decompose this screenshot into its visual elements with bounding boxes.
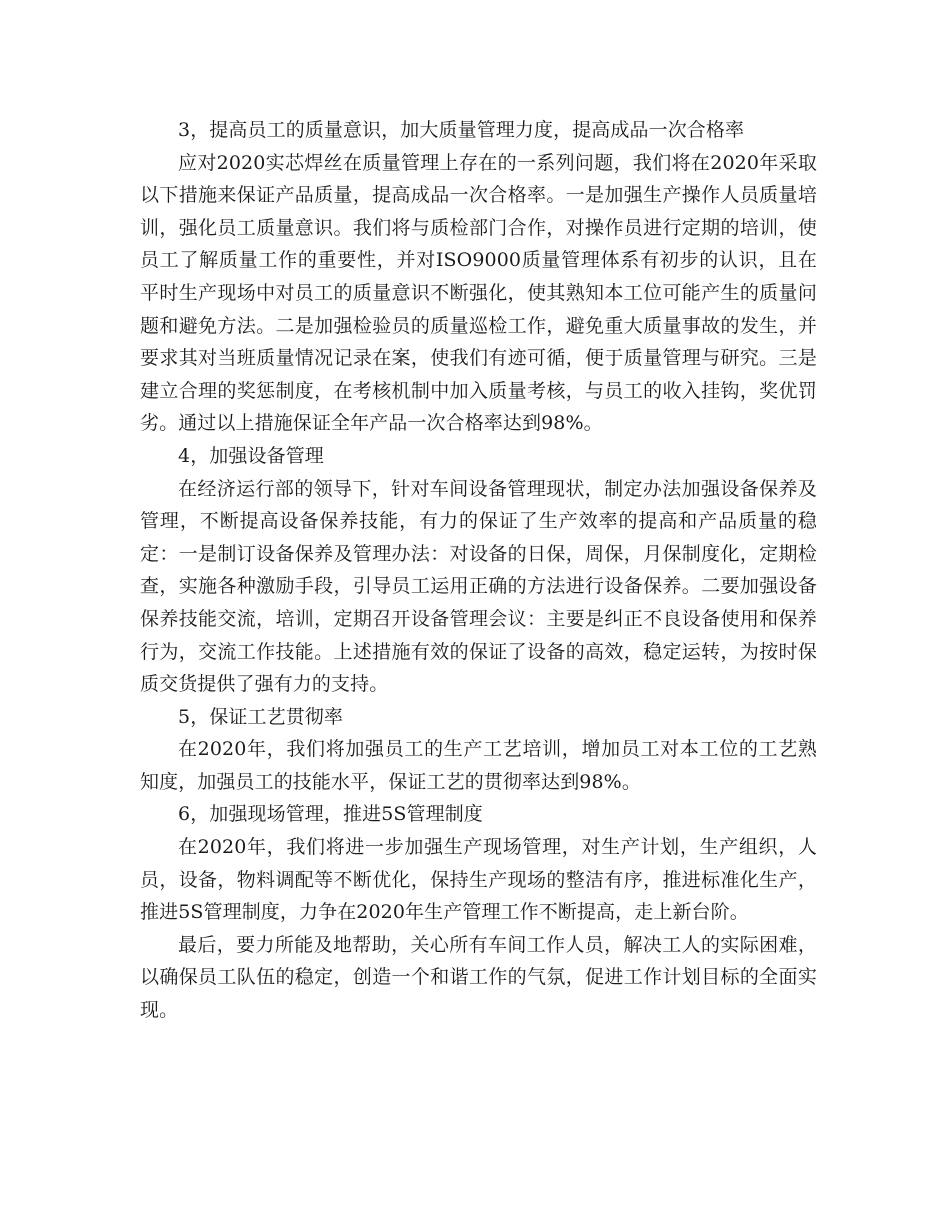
heading-quality-awareness: 3，提高员工的质量意识，加大质量管理力度，提高成品一次合格率 [178, 119, 745, 141]
paragraph-conclusion: 最后，要力所能及地帮助，关心所有车间工作人员，解决工人的实际困难，以确保员工队伍的稳定，创造一个和谐工作的气氛，促进工作计划目标的全面实现。 [140, 933, 817, 1022]
document-body [140, 114, 817, 1027]
paragraph-equipment-measures: 在经济运行部的领导下，针对车间设备管理现状，制定办法加强设备保养及管理，不断提高设备保养技能，有力的保证了生产效率的提高和产品质量的稳定：一是制订设备保养及管理办法：对设备的日保，周保，月保制度化，定期检查，实施各种激励手段，引导员工运用正确的方法进行设备保养。二要加强设备保养技能交流，培训，定期召开设备管理会议：主要是纠正不良设备使用和保养行为，交流工作技能。上述措施有效的保证了设备的高效，稳定运转，为按时保质交货提供了强有力的支持。 [140, 477, 817, 696]
heading-equipment-management: 4，加强设备管理 [178, 444, 324, 467]
heading-site-management: 6，加强现场管理，推进5S管理制度 [178, 803, 483, 826]
paragraph-process-compliance: 在2020年，我们将加强员工的生产工艺培训，增加员工对本工位的工艺熟知度，加强员工的技能水平，保证工艺的贯彻率达到98%。 [140, 738, 817, 793]
paragraph-quality-measures: 应对2020实芯焊丝在质量管理上存在的一系列问题，我们将在2020年采取以下措施来保证产品质量，提高成品一次合格率。一是加强生产操作人员质量培训，强化员工质量意识。我们将与质检部门合作，对操作员进行定期的培训，使员工了解质量工作的重要性，并对ISO9000质量管理体系有初步的认识，且在平时生产现场中对员工的质量意识不断强化，使其熟知本工位可能产生的质量问题和避免方法。二是加强检验员的质量巡检工作，避免重大质量事故的发生，并要求其对当班质量情况记录在案，使我们有迹可循，便于质量管理与研究。三是建立合理的奖惩制度，在考核机制中加入质量考核，与员工的收入挂钩，奖优罚劣。通过以上措施保证全年产品一次合格率达到98%。 [140, 151, 817, 435]
paragraph-site-management: 在2020年，我们将进一步加强生产现场管理，对生产计划，生产组织，人员，设备，物料调配等不断优化，保持生产现场的整洁有序，推进标准化生产，推进5S管理制度，力争在2020年生产管理工作不断提高，走上新台阶。 [140, 836, 817, 924]
heading-process-compliance: 5，保证工艺贯彻率 [178, 705, 343, 728]
